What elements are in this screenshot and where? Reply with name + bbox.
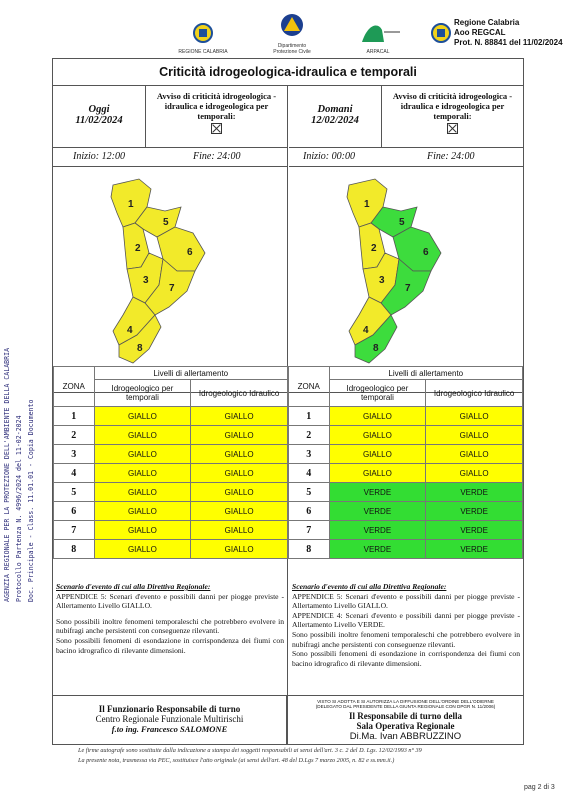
tomorrow-avviso-text: Avviso di criticità idrogeologica - idraulica e idrogeologica per temporali: bbox=[392, 91, 513, 121]
svg-text:4: 4 bbox=[363, 325, 369, 336]
today-scenario bbox=[56, 582, 284, 655]
svg-text:8: 8 bbox=[137, 343, 143, 354]
tomorrow-zone-row bbox=[289, 426, 523, 445]
tomorrow-level-idraulico: GIALLO bbox=[426, 407, 523, 426]
side-stamp-line2: Protocollo Partenza N. 4996/2024 del 11-02-2024 bbox=[15, 415, 23, 602]
today-time-row bbox=[53, 148, 287, 167]
tomorrow-zone-number: 5 bbox=[289, 483, 330, 502]
today-avviso-text: Avviso di criticità idrogeologica - idraulica e idrogeologica per temporali: bbox=[156, 91, 277, 121]
tomorrow-level-temporali: GIALLO bbox=[329, 464, 426, 483]
today-zone-table bbox=[53, 366, 288, 559]
tomorrow-zone-row bbox=[289, 483, 523, 502]
tomorrow-day-row bbox=[289, 86, 523, 148]
today-day-row bbox=[53, 86, 287, 148]
tomorrow-col-temporali: Idrogeologico per temporali bbox=[329, 380, 426, 407]
tomorrow-sign3: Di.Ma. Ivan ABBRUZZINO bbox=[349, 731, 462, 742]
today-zone-number: 7 bbox=[54, 521, 95, 540]
side-protocol-stamp bbox=[3, 232, 45, 602]
tomorrow-zone-number: 6 bbox=[289, 502, 330, 521]
today-level-temporali: GIALLO bbox=[94, 540, 191, 559]
tomorrow-scen-p2: Sono possibili inoltre fenomeni temporaleschi che potrebbero evolvere in nubifragi anche persistenti con conseguenze rilevanti. bbox=[292, 629, 520, 649]
today-level-idraulico: GIALLO bbox=[191, 483, 288, 502]
today-level-idraulico: GIALLO bbox=[191, 540, 288, 559]
protocol-stamp bbox=[428, 18, 578, 50]
today-level-idraulico: GIALLO bbox=[191, 521, 288, 540]
today-avviso-checkbox-icon bbox=[211, 123, 222, 134]
tomorrow-inizio: Inizio: 00:00 bbox=[303, 151, 355, 162]
today-level-temporali: GIALLO bbox=[94, 521, 191, 540]
tomorrow-zone-number: 2 bbox=[289, 426, 330, 445]
tomorrow-zone-number: 4 bbox=[289, 464, 330, 483]
today-level-idraulico: GIALLO bbox=[191, 426, 288, 445]
logo3-label: ARPACAL bbox=[366, 49, 390, 55]
tomorrow-zone-number: 1 bbox=[289, 407, 330, 426]
side-stamp-line1: AGENZIA REGIONALE PER LA PROTEZIONE DELL'AMBIENTE DELLA CALABRIA bbox=[3, 347, 11, 602]
tomorrow-level-temporali: VERDE bbox=[329, 540, 426, 559]
tomorrow-col-idraulico: Idrogeologico Idraulico bbox=[426, 380, 523, 407]
tomorrow-date: 12/02/2024 bbox=[311, 115, 359, 126]
today-sign3: f.to ing. Francesco SALOMONE bbox=[111, 724, 228, 734]
tomorrow-avviso-checkbox-icon bbox=[447, 123, 458, 134]
tomorrow-level-idraulico: VERDE bbox=[426, 540, 523, 559]
svg-text:8: 8 bbox=[373, 343, 379, 354]
tomorrow-zone-row bbox=[289, 521, 523, 540]
svg-text:7: 7 bbox=[169, 283, 175, 294]
today-zone-row bbox=[54, 464, 288, 483]
tomorrow-level-temporali: GIALLO bbox=[329, 445, 426, 464]
today-date-cell bbox=[53, 86, 146, 147]
svg-text:5: 5 bbox=[163, 217, 169, 228]
today-zone-row bbox=[54, 483, 288, 502]
today-zone-row bbox=[54, 540, 288, 559]
regione-calabria-logo bbox=[178, 22, 228, 55]
today-level-temporali: GIALLO bbox=[94, 426, 191, 445]
tomorrow-level-idraulico: VERDE bbox=[426, 521, 523, 540]
today-level-temporali: GIALLO bbox=[94, 445, 191, 464]
today-date: 11/02/2024 bbox=[75, 115, 123, 126]
tomorrow-level-temporali: GIALLO bbox=[329, 407, 426, 426]
today-livelli-header: Livelli di allertamento bbox=[94, 367, 287, 380]
tomorrow-day-label: Domani bbox=[317, 104, 353, 115]
tomorrow-level-idraulico: VERDE bbox=[426, 483, 523, 502]
today-level-temporali: GIALLO bbox=[94, 464, 191, 483]
svg-text:3: 3 bbox=[379, 275, 385, 286]
tomorrow-scen-head: Scenario d'evento di cui alla Direttiva Regionale: bbox=[292, 582, 447, 591]
today-zone-number: 1 bbox=[54, 407, 95, 426]
today-map-box bbox=[53, 167, 287, 393]
today-scen-p1: APPENDICE 5: Scenari d'evento e possibili danni per piogge previste - Allertamento Livello GIALLO. bbox=[56, 591, 284, 611]
protocol-line3: Prot. N. 88841 del 11/02/2024 bbox=[454, 38, 563, 47]
today-level-idraulico: GIALLO bbox=[191, 445, 288, 464]
svg-text:1: 1 bbox=[128, 199, 134, 210]
svg-text:7: 7 bbox=[405, 283, 411, 294]
side-stamp-line3: Doc. Principale - Class. 11.01.01 - Copia Documento bbox=[27, 399, 35, 602]
svg-text:6: 6 bbox=[187, 247, 193, 258]
footer-line1: Le firme autografe sono sostituite dalla indicazione a stampa dei soggetti responsabili ai sensi dell'art. 3 c. 2 del D. Lgs. 12/02/1993 n° 39 bbox=[78, 747, 422, 754]
tomorrow-level-temporali: GIALLO bbox=[329, 426, 426, 445]
regione-calabria-emblem-icon bbox=[178, 22, 228, 44]
today-sign2: Centro Regionale Funzionale Multirischi bbox=[95, 714, 244, 724]
svg-text:2: 2 bbox=[371, 243, 377, 254]
tomorrow-small2: (DELEGATO DAL PRESIDENTE DELLA GIUNTA REGIONALE CON DPGR N. 11/2006) bbox=[315, 704, 496, 709]
today-level-temporali: GIALLO bbox=[94, 483, 191, 502]
regione-stamp-icon bbox=[430, 22, 452, 44]
today-inizio: Inizio: 12:00 bbox=[73, 151, 125, 162]
tomorrow-sign1: Il Responsabile di turno della bbox=[348, 711, 463, 721]
tomorrow-zone-row bbox=[289, 540, 523, 559]
tomorrow-level-temporali: VERDE bbox=[329, 502, 426, 521]
tomorrow-date-cell bbox=[289, 86, 382, 147]
protezione-civile-logo bbox=[262, 12, 322, 54]
svg-text:3: 3 bbox=[143, 275, 149, 286]
today-col-idraulico: Idrogeologico Idraulico bbox=[191, 380, 288, 407]
today-signature bbox=[53, 695, 287, 744]
tomorrow-zone-number: 3 bbox=[289, 445, 330, 464]
today-zone-number: 5 bbox=[54, 483, 95, 502]
tomorrow-col-zona: ZONA bbox=[289, 367, 330, 407]
today-level-temporali: GIALLO bbox=[94, 502, 191, 521]
bulletin-frame bbox=[52, 58, 524, 745]
tomorrow-level-idraulico: VERDE bbox=[426, 502, 523, 521]
tomorrow-zone-row bbox=[289, 445, 523, 464]
logo2-label-2: Protezione Civile bbox=[273, 49, 311, 55]
svg-text:6: 6 bbox=[423, 247, 429, 258]
today-sign1: Il Funzionario Responsabile di turno bbox=[98, 704, 241, 714]
today-fine: Fine: 24:00 bbox=[193, 151, 241, 162]
today-zone-number: 3 bbox=[54, 445, 95, 464]
tomorrow-level-idraulico: GIALLO bbox=[426, 445, 523, 464]
protocol-line1: Regione Calabria bbox=[454, 18, 520, 27]
tomorrow-signature bbox=[288, 695, 523, 744]
tomorrow-level-idraulico: GIALLO bbox=[426, 464, 523, 483]
today-scen-head: Scenario d'evento di cui alla Direttiva Regionale: bbox=[56, 582, 211, 591]
tomorrow-scen-p3: Sono possibili fenomeni di esondazione in corrispondenza dei fiumi con bacino idrografico di rilevante dimensioni. bbox=[292, 649, 520, 668]
tomorrow-map-box bbox=[289, 167, 523, 393]
tomorrow-level-idraulico: GIALLO bbox=[426, 426, 523, 445]
svg-text:4: 4 bbox=[127, 325, 133, 336]
tomorrow-calabria-map bbox=[289, 167, 523, 392]
tomorrow-zone-table bbox=[288, 366, 523, 559]
arpacal-emblem-icon bbox=[348, 20, 408, 44]
protezione-civile-emblem-icon bbox=[262, 12, 322, 38]
today-zone-row bbox=[54, 407, 288, 426]
today-level-idraulico: GIALLO bbox=[191, 502, 288, 521]
tomorrow-scen-p1: APPENDICE 5: Scenari d'evento e possibili danni per piogge previste - Allertamento Livello GIALLO. bbox=[292, 591, 520, 611]
svg-text:1: 1 bbox=[364, 199, 370, 210]
page-number: pag 2 di 3 bbox=[524, 784, 555, 791]
today-scen-p3: Sono possibili fenomeni di esondazione in corrispondenza dei fiumi con bacino idrografico di rilevante dimensioni. bbox=[56, 635, 284, 655]
bulletin-title: Criticità idrogeologica-idraulica e temporali bbox=[53, 59, 523, 86]
today-col-temporali: Idrogeologico per temporali bbox=[94, 380, 191, 407]
footer-line2: La presente nota, trasmessa via PEC, sostituisce l'atto originale (ai sensi dell'art. 48 del D.Lgs 7 marzo 2005, n. 82 e ss.mm.ii.) bbox=[78, 757, 395, 764]
today-day-label: Oggi bbox=[88, 104, 110, 115]
today-zone-number: 8 bbox=[54, 540, 95, 559]
tomorrow-zone-row bbox=[289, 502, 523, 521]
today-level-idraulico: GIALLO bbox=[191, 464, 288, 483]
protocol-line2: Aoo REGCAL bbox=[454, 28, 506, 37]
tomorrow-zone-number: 8 bbox=[289, 540, 330, 559]
tomorrow-sign2: Sala Operativa Regionale bbox=[356, 721, 455, 731]
today-zone-row bbox=[54, 521, 288, 540]
tomorrow-livelli-header: Livelli di allertamento bbox=[329, 367, 522, 380]
svg-text:2: 2 bbox=[135, 243, 141, 254]
today-calabria-map bbox=[53, 167, 287, 392]
tomorrow-scenario bbox=[292, 582, 520, 668]
tomorrow-level-temporali: VERDE bbox=[329, 483, 426, 502]
today-zone-number: 6 bbox=[54, 502, 95, 521]
today-level-idraulico: GIALLO bbox=[191, 407, 288, 426]
today-zone-number: 2 bbox=[54, 426, 95, 445]
tomorrow-time-row bbox=[289, 148, 523, 167]
today-level-temporali: GIALLO bbox=[94, 407, 191, 426]
svg-text:5: 5 bbox=[399, 217, 405, 228]
tomorrow-fine: Fine: 24:00 bbox=[427, 151, 475, 162]
tomorrow-zone-number: 7 bbox=[289, 521, 330, 540]
today-zone-row bbox=[54, 445, 288, 464]
today-scen-p2: Sono possibili inoltre fenomeni temporaleschi che potrebbero evolvere in nubifragi anche persistenti con conseguenze rilevanti. bbox=[56, 616, 284, 636]
tomorrow-level-temporali: VERDE bbox=[329, 521, 426, 540]
tomorrow-small1: VISTO SI ADOTTA E SI AUTORIZZA LA DIFFUSIONE DELL'ORDINE DELL'ODIERNE bbox=[317, 699, 494, 704]
tomorrow-scen-p1b: APPENDICE 4: Scenari d'evento e possibili danni per piogge previste - Allertamento Livello VERDE. bbox=[292, 610, 520, 630]
today-zone-row bbox=[54, 502, 288, 521]
today-col-zona: ZONA bbox=[54, 367, 95, 407]
tomorrow-zone-row bbox=[289, 407, 523, 426]
arpacal-logo bbox=[348, 20, 408, 55]
tomorrow-zone-row bbox=[289, 464, 523, 483]
logo2-label-1: Dipartimento bbox=[277, 43, 307, 49]
logo1-label: REGIONE CALABRIA bbox=[178, 49, 228, 55]
tomorrow-avviso bbox=[382, 86, 523, 147]
today-avviso bbox=[146, 86, 287, 147]
today-zone-number: 4 bbox=[54, 464, 95, 483]
today-zone-row bbox=[54, 426, 288, 445]
